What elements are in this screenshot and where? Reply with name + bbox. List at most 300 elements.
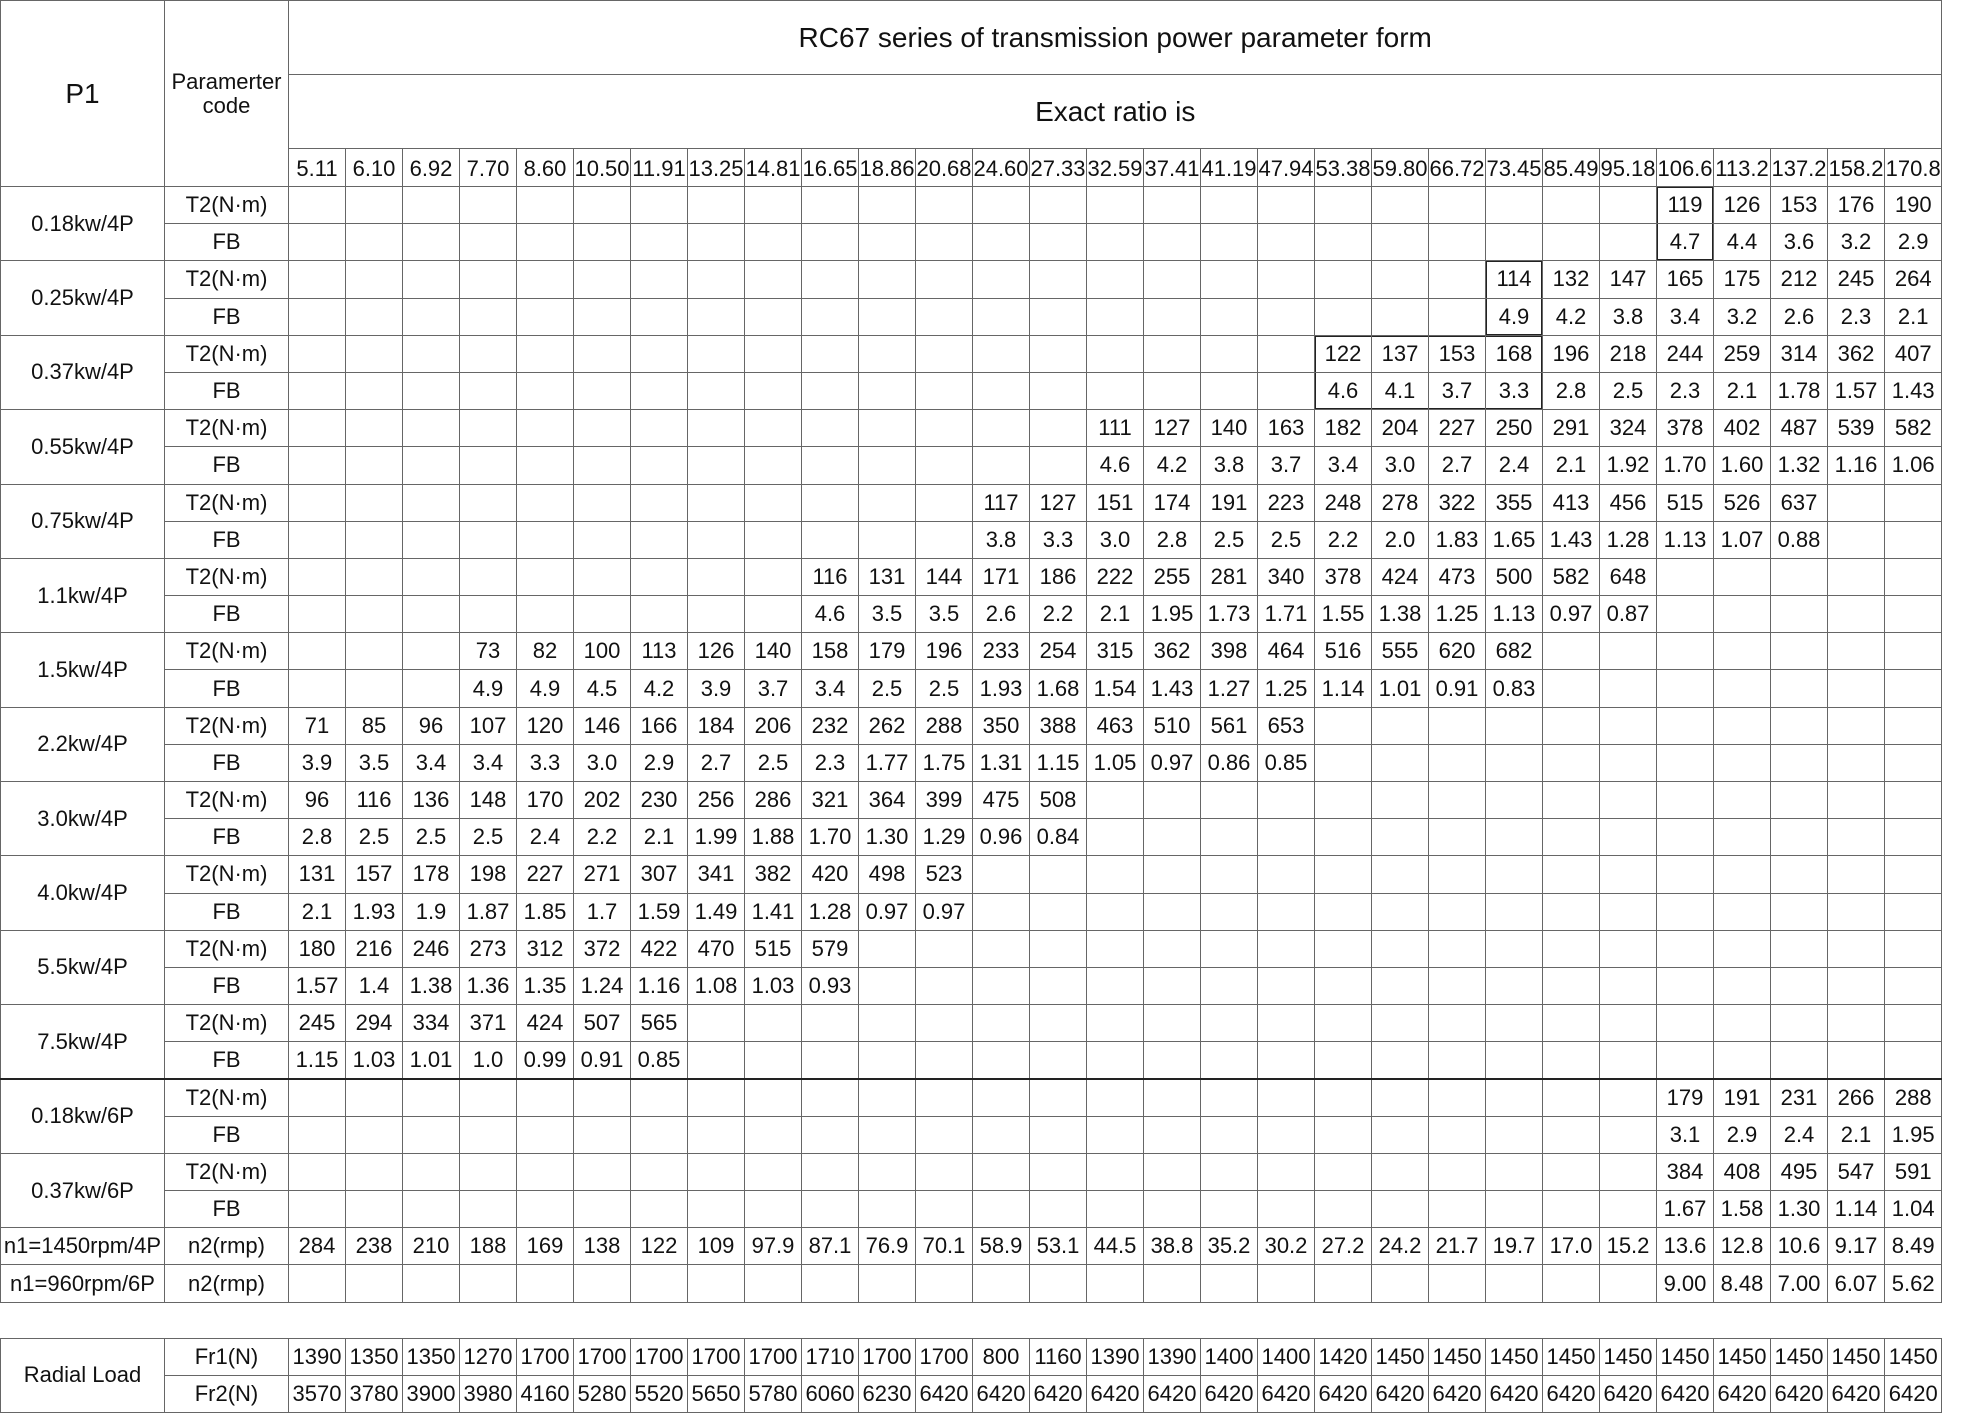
torque-cell: 158 [802,633,859,670]
torque-code-label: T2(N·m) [165,410,289,447]
torque-cell: 637 [1771,484,1828,521]
empty-cell [745,484,802,521]
empty-cell [1201,1116,1258,1153]
empty-cell [1543,819,1600,856]
service-factor-cell: 3.5 [859,596,916,633]
empty-cell [1771,670,1828,707]
empty-cell [631,1079,688,1116]
service-factor-cell: 1.27 [1201,670,1258,707]
empty-cell [1543,670,1600,707]
empty-cell [973,187,1030,224]
empty-cell [1657,967,1714,1004]
service-factor-cell: 1.03 [745,967,802,1004]
empty-cell [1543,633,1600,670]
torque-cell: 498 [859,856,916,893]
torque-cell: 179 [1657,1079,1714,1116]
service-factor-cell: 1.13 [1486,596,1543,633]
empty-cell [916,447,973,484]
power-label: 1.5kw/4P [1,633,165,707]
empty-cell [346,1153,403,1190]
fr2-cell: 3900 [403,1375,460,1412]
empty-cell [517,1191,574,1228]
empty-cell [1087,1005,1144,1042]
empty-cell [745,1042,802,1079]
empty-cell [1030,893,1087,930]
empty-cell [289,335,346,372]
empty-cell [973,447,1030,484]
empty-cell [1030,1005,1087,1042]
service-factor-cell: 4.4 [1714,224,1771,261]
torque-cell: 246 [403,930,460,967]
torque-cell: 288 [1885,1079,1942,1116]
output-speed-cell: 9.17 [1828,1228,1885,1265]
output-speed-cell: 210 [403,1228,460,1265]
empty-cell [289,633,346,670]
torque-cell: 100 [574,633,631,670]
service-factor-cell: 1.30 [1771,1191,1828,1228]
empty-cell [517,1265,574,1302]
service-factor-cell: 2.0 [1372,521,1429,558]
empty-cell [688,1116,745,1153]
service-factor-cell: 1.71 [1258,596,1315,633]
torque-cell: 184 [688,707,745,744]
service-factor-cell: 1.58 [1714,1191,1771,1228]
empty-cell [745,558,802,595]
torque-cell: 176 [1828,187,1885,224]
empty-cell [574,1265,631,1302]
service-factor-cell: 0.84 [1030,819,1087,856]
empty-cell [1372,782,1429,819]
empty-cell [1828,484,1885,521]
empty-cell [1486,782,1543,819]
empty-cell [1429,1153,1486,1190]
fr2-cell: 6420 [1885,1375,1942,1412]
empty-cell [1429,930,1486,967]
empty-cell [745,1079,802,1116]
torque-cell: 334 [403,1005,460,1042]
empty-cell [1885,484,1942,521]
fr2-cell: 6420 [1144,1375,1201,1412]
empty-cell [460,187,517,224]
torque-cell: 212 [1771,261,1828,298]
empty-cell [1600,782,1657,819]
service-factor-code-label: FB [165,744,289,781]
ratio-header-cell: 24.60 [973,149,1030,187]
empty-cell [1600,1042,1657,1079]
empty-cell [1885,1005,1942,1042]
empty-cell [688,1153,745,1190]
service-factor-cell: 1.28 [802,893,859,930]
empty-cell [631,298,688,335]
empty-cell [802,1042,859,1079]
torque-cell: 523 [916,856,973,893]
empty-cell [1315,1116,1372,1153]
empty-cell [574,335,631,372]
service-factor-cell: 3.0 [1372,447,1429,484]
empty-cell [802,447,859,484]
spacer-row [1,1302,1942,1338]
torque-cell: 591 [1885,1153,1942,1190]
empty-cell [916,484,973,521]
torque-cell: 255 [1144,558,1201,595]
empty-cell [346,484,403,521]
power-label: 0.25kw/4P [1,261,165,335]
service-factor-cell: 1.25 [1429,596,1486,633]
service-factor-cell: 2.8 [1144,521,1201,558]
service-factor-cell: 1.15 [289,1042,346,1079]
empty-cell [1144,1079,1201,1116]
torque-cell: 136 [403,782,460,819]
empty-cell [574,261,631,298]
torque-cell: 264 [1885,261,1942,298]
empty-cell [517,335,574,372]
empty-cell [1201,1153,1258,1190]
service-factor-cell: 2.2 [1030,596,1087,633]
empty-cell [460,1191,517,1228]
torque-cell: 113 [631,633,688,670]
empty-cell [916,521,973,558]
empty-cell [631,1153,688,1190]
torque-cell: 398 [1201,633,1258,670]
fr1-cell: 1270 [460,1338,517,1375]
empty-cell [1714,744,1771,781]
torque-cell: 259 [1714,335,1771,372]
empty-cell [631,1116,688,1153]
empty-cell [1828,893,1885,930]
service-factor-code-label: FB [165,1116,289,1153]
torque-code-label: T2(N·m) [165,335,289,372]
output-speed-cell: 19.7 [1486,1228,1543,1265]
service-factor-cell: 2.1 [631,819,688,856]
service-factor-cell: 1.99 [688,819,745,856]
empty-cell [1201,1191,1258,1228]
output-speed-cell: 138 [574,1228,631,1265]
fr2-cell: 5650 [688,1375,745,1412]
torque-cell: 223 [1258,484,1315,521]
fr1-cell: 1700 [517,1338,574,1375]
fr1-cell: 1350 [403,1338,460,1375]
empty-cell [973,1079,1030,1116]
empty-cell [1486,1265,1543,1302]
service-factor-cell: 3.4 [802,670,859,707]
empty-cell [1486,224,1543,261]
torque-cell: 653 [1258,707,1315,744]
empty-cell [460,1153,517,1190]
service-factor-cell: 4.5 [574,670,631,707]
empty-cell [1144,187,1201,224]
empty-cell [1828,782,1885,819]
empty-cell [1714,967,1771,1004]
empty-cell [1657,596,1714,633]
empty-cell [1030,1153,1087,1190]
empty-cell [973,930,1030,967]
empty-cell [1771,558,1828,595]
service-factor-cell: 1.29 [916,819,973,856]
empty-cell [859,521,916,558]
empty-cell [1429,1042,1486,1079]
service-factor-cell: 1.95 [1144,596,1201,633]
service-factor-cell: 2.1 [1543,447,1600,484]
empty-cell [403,1079,460,1116]
p1-header: P1 [1,1,165,187]
empty-cell [1429,1079,1486,1116]
output-speed-cell: 169 [517,1228,574,1265]
torque-cell: 153 [1429,335,1486,372]
empty-cell [1486,1191,1543,1228]
empty-cell [745,1005,802,1042]
empty-cell [1714,782,1771,819]
empty-cell [574,187,631,224]
empty-cell [1087,893,1144,930]
output-speed-cell: 27.2 [1315,1228,1372,1265]
fr1-cell: 1700 [688,1338,745,1375]
empty-cell [1258,187,1315,224]
service-factor-cell: 1.13 [1657,521,1714,558]
empty-cell [1144,224,1201,261]
empty-cell [289,521,346,558]
service-factor-cell: 2.1 [1087,596,1144,633]
empty-cell [688,1191,745,1228]
empty-cell [1030,1265,1087,1302]
empty-cell [1315,1265,1372,1302]
service-factor-cell: 1.43 [1885,372,1942,409]
empty-cell [1828,707,1885,744]
empty-cell [1315,930,1372,967]
empty-cell [802,187,859,224]
torque-cell: 73 [460,633,517,670]
empty-cell [916,1079,973,1116]
empty-cell [1771,930,1828,967]
torque-cell: 245 [1828,261,1885,298]
service-factor-cell: 0.97 [1144,744,1201,781]
empty-cell [1258,1079,1315,1116]
service-factor-cell: 1.16 [1828,447,1885,484]
ratio-header-cell: 73.45 [1486,149,1543,187]
empty-cell [802,1265,859,1302]
empty-cell [1543,1191,1600,1228]
empty-cell [631,1265,688,1302]
empty-cell [973,1265,1030,1302]
empty-cell [1258,819,1315,856]
empty-cell [1885,967,1942,1004]
service-factor-cell: 1.57 [1828,372,1885,409]
empty-cell [574,410,631,447]
torque-cell: 206 [745,707,802,744]
service-factor-cell: 1.54 [1087,670,1144,707]
torque-cell: 413 [1543,484,1600,521]
service-factor-cell: 3.3 [1030,521,1087,558]
empty-cell [460,261,517,298]
empty-cell [1771,596,1828,633]
empty-cell [1144,819,1201,856]
torque-cell: 378 [1657,410,1714,447]
torque-cell: 620 [1429,633,1486,670]
fr1-cell: 1450 [1543,1338,1600,1375]
service-factor-cell: 3.3 [1486,372,1543,409]
empty-cell [1372,224,1429,261]
empty-cell [1315,893,1372,930]
torque-cell: 204 [1372,410,1429,447]
empty-cell [1144,893,1201,930]
output-speed-cell: 76.9 [859,1228,916,1265]
fr2-cell: 6420 [1087,1375,1144,1412]
service-factor-cell: 4.9 [460,670,517,707]
torque-code-label: T2(N·m) [165,261,289,298]
torque-code-label: T2(N·m) [165,187,289,224]
torque-cell: 314 [1771,335,1828,372]
empty-cell [973,1153,1030,1190]
empty-cell [460,484,517,521]
service-factor-cell: 1.30 [859,819,916,856]
empty-cell [916,187,973,224]
torque-cell: 96 [403,707,460,744]
service-factor-cell: 1.28 [1600,521,1657,558]
torque-cell: 132 [1543,261,1600,298]
output-speed-cell: 21.7 [1429,1228,1486,1265]
empty-cell [1258,1005,1315,1042]
empty-cell [517,447,574,484]
service-factor-cell: 1.70 [802,819,859,856]
empty-cell [1600,819,1657,856]
empty-cell [1315,1079,1372,1116]
torque-cell: 420 [802,856,859,893]
empty-cell [1657,558,1714,595]
torque-cell: 117 [973,484,1030,521]
fr1-cell: 1450 [1828,1338,1885,1375]
ratio-header-cell: 11.91 [631,149,688,187]
empty-cell [1657,670,1714,707]
output-speed-cell: 109 [688,1228,745,1265]
empty-cell [1714,1005,1771,1042]
empty-cell [1486,930,1543,967]
empty-cell [1828,670,1885,707]
torque-cell: 321 [802,782,859,819]
torque-cell: 131 [859,558,916,595]
empty-cell [1372,1079,1429,1116]
empty-cell [973,261,1030,298]
empty-cell [460,410,517,447]
empty-cell [859,224,916,261]
empty-cell [403,335,460,372]
empty-cell [1372,1153,1429,1190]
service-factor-cell: 2.1 [289,893,346,930]
empty-cell [859,1042,916,1079]
empty-cell [346,558,403,595]
service-factor-cell: 4.6 [1087,447,1144,484]
empty-cell [1429,782,1486,819]
empty-cell [1087,930,1144,967]
empty-cell [859,1191,916,1228]
empty-cell [859,930,916,967]
empty-cell [1258,224,1315,261]
empty-cell [1258,893,1315,930]
empty-cell [1372,967,1429,1004]
empty-cell [517,558,574,595]
service-factor-cell: 2.9 [1714,1116,1771,1153]
torque-cell: 286 [745,782,802,819]
empty-cell [1543,187,1600,224]
service-factor-cell: 2.3 [1828,298,1885,335]
empty-cell [1258,1153,1315,1190]
ratio-header-cell: 6.10 [346,149,403,187]
empty-cell [802,1191,859,1228]
torque-cell: 402 [1714,410,1771,447]
empty-cell [1201,1005,1258,1042]
empty-cell [289,372,346,409]
torque-cell: 372 [574,930,631,967]
empty-cell [1030,856,1087,893]
service-factor-cell: 3.2 [1828,224,1885,261]
empty-cell [1258,372,1315,409]
empty-cell [1543,1005,1600,1042]
empty-cell [1885,596,1942,633]
empty-cell [802,521,859,558]
empty-cell [973,856,1030,893]
empty-cell [346,1191,403,1228]
empty-cell [1087,856,1144,893]
empty-cell [1600,1191,1657,1228]
empty-cell [460,558,517,595]
empty-cell [1543,744,1600,781]
empty-cell [403,521,460,558]
empty-cell [289,1265,346,1302]
empty-cell [1771,856,1828,893]
empty-cell [631,224,688,261]
fr1-cell: 1160 [1030,1338,1087,1375]
torque-cell: 371 [460,1005,517,1042]
empty-cell [631,484,688,521]
fr1-cell: 1450 [1486,1338,1543,1375]
ratio-header-cell: 18.86 [859,149,916,187]
empty-cell [859,335,916,372]
service-factor-cell: 4.6 [1315,372,1372,409]
empty-cell [1030,372,1087,409]
fr2-cell: 6420 [1828,1375,1885,1412]
service-factor-cell: 1.73 [1201,596,1258,633]
empty-cell [517,484,574,521]
empty-cell [1429,261,1486,298]
torque-cell: 165 [1657,261,1714,298]
torque-cell: 190 [1885,187,1942,224]
torque-cell: 231 [1771,1079,1828,1116]
torque-cell: 218 [1600,335,1657,372]
empty-cell [1543,893,1600,930]
service-factor-cell: 1.85 [517,893,574,930]
ratio-header-cell: 20.68 [916,149,973,187]
empty-cell [631,1191,688,1228]
fr1-cell: 1700 [916,1338,973,1375]
service-factor-cell: 2.1 [1714,372,1771,409]
empty-cell [859,967,916,1004]
torque-cell: 307 [631,856,688,893]
empty-cell [1201,261,1258,298]
empty-cell [1543,1153,1600,1190]
empty-cell [1543,782,1600,819]
torque-cell: 127 [1030,484,1087,521]
service-factor-cell: 1.03 [346,1042,403,1079]
empty-cell [1600,1005,1657,1042]
output-speed-cell: 13.6 [1657,1228,1714,1265]
torque-cell: 191 [1714,1079,1771,1116]
service-factor-cell: 0.87 [1600,596,1657,633]
empty-cell [1543,856,1600,893]
empty-cell [1144,261,1201,298]
torque-cell: 126 [1714,187,1771,224]
service-factor-cell: 3.9 [289,744,346,781]
fr1-cell: 1450 [1600,1338,1657,1375]
empty-cell [1030,298,1087,335]
torque-cell: 254 [1030,633,1087,670]
